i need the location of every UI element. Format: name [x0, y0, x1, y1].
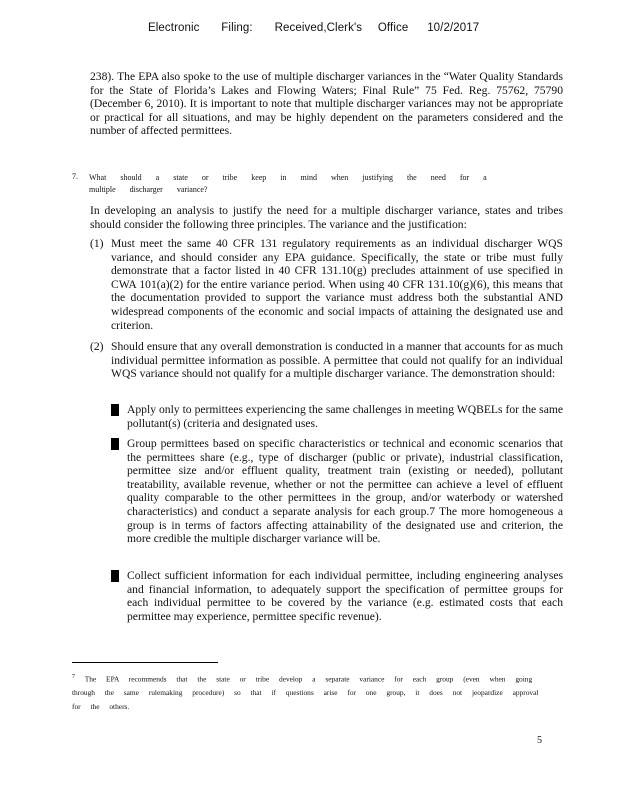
- bullet-square-icon: [111, 404, 119, 416]
- header-filing: Filing:: [221, 22, 253, 34]
- bullet-square-icon: [111, 438, 119, 450]
- bullet-square-icon: [111, 570, 119, 582]
- filing-header: [148, 22, 478, 34]
- header-electronic: Electronic: [148, 22, 200, 34]
- question-text: What should a state or tribe keep in mind when justifying the need for a multiple discharger variance?: [89, 173, 487, 194]
- bullet-1-text: Apply only to permittees experiencing the same challenges in meeting WQBELs for the same pollutant(s) (criteria and designated uses.: [127, 403, 563, 430]
- header-date: 10/2/2017: [427, 22, 480, 34]
- principle-1-marker: (1): [90, 237, 104, 250]
- footnote-mark: 7: [72, 674, 75, 680]
- footnote-text: The EPA recommends that the state or tribe develop a separate variance for each group (even when going through the same rulemaking procedure) so that if questions arise for one group, it does not jeopardize approval for the others.: [72, 674, 539, 712]
- principle-2-marker: (2): [90, 340, 104, 353]
- principle-2-text: Should ensure that any overall demonstration is conducted in a manner that accounts for as much individual permittee information as possible. A permittee that could not qualify for an individual WQS variance should not qualify for a multiple discharger variance. The demonstration should:: [111, 340, 563, 381]
- header-received: Received,Clerk's: [274, 22, 363, 34]
- intro-paragraph: 238). The EPA also spoke to the use of multiple discharger variances in the “Water Quality Standards for the State of Florida’s Lakes and Flowing Waters; Final Rule” 75 Fed. Reg. 75762, 75790 (December 6, 2010). It is important to note that multiple discharger variances may not be appropriate or practical for all situations, and may be highly dependent on the parameters considered and the number of affected permittees.: [90, 70, 563, 138]
- page-number: 5: [537, 735, 542, 746]
- footnote: [72, 670, 542, 714]
- lead-paragraph: In developing an analysis to justify the need for a multiple discharger variance, states and tribes should consider the following three principles. The variance and the justification:: [90, 204, 563, 231]
- footnote-divider: [72, 662, 218, 663]
- principle-1-text: Must meet the same 40 CFR 131 regulatory requirements as an individual discharger WQS variance, and should consider any EPA guidance. Specifically, the state or tribe must fully demonstrate that a factor listed in 40 CFR 131.10(g) precludes attainment of use specified in CWA 101(a)(2) for the entire variance period. When using 40 CFR 131.10(g)(6), this means that the documentation provided to support the variance must address both the substantial AND widespread components of the economic and social impacts of attaining the designated use and criterion.: [111, 237, 563, 332]
- header-office: Office: [377, 22, 409, 34]
- bullet-2-text: Group permittees based on specific characteristics or technical and economic scenarios that the permittees share (e.g., type of discharger (public or private), industrial classification, permittee size and/or effluent quality, treatment train (existing or needed), pollutant treatability, available revenue, whether or not the permittee can achieve a level of effluent quality comparable to the other permittees in the group, and/or waterbody or watershed characteristics) and conduct a separate analysis for each group.7 The more homogeneous a group is in terms of factors affecting attainability of the designated use and criterion, the more credible the multiple discharger variance will be.: [127, 437, 563, 546]
- bullet-3-text: Collect sufficient information for each individual permittee, including engineering analyses and financial information, to adequately support the specification of permittee groups for each individual permittee to be covered by the variance (e.g. estimated costs that each permittee may experience, permittee specific revenue).: [127, 569, 563, 623]
- question-number: 7.: [72, 172, 78, 181]
